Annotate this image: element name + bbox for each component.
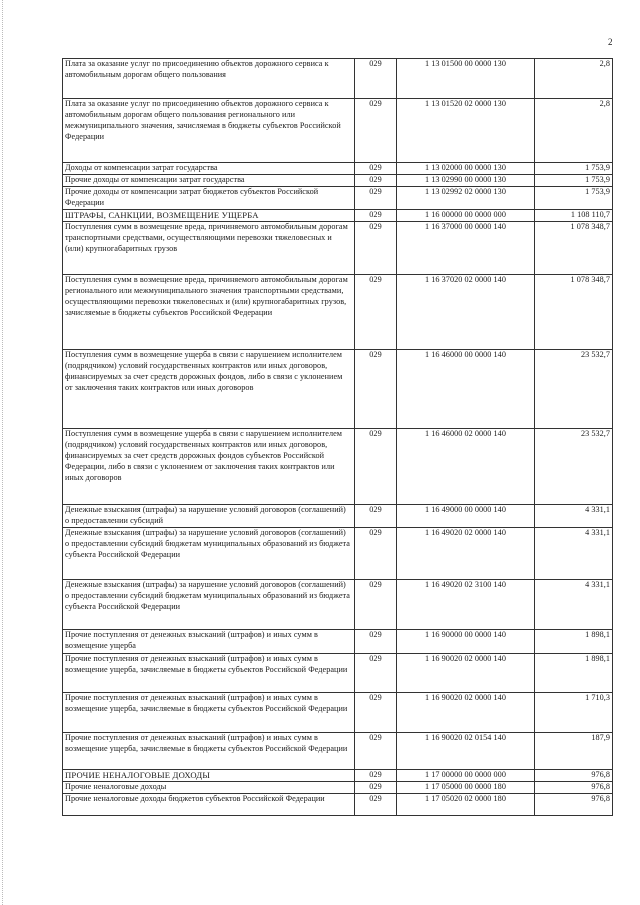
row-admin-code-cell: 029: [355, 59, 397, 99]
row-budget-code-cell: 1 17 05000 00 0000 180: [397, 781, 535, 793]
section-row: [63, 210, 613, 222]
row-admin-code-cell: 029: [355, 692, 397, 732]
table-row: [63, 653, 613, 692]
row-budget-code-cell: 1 13 01520 02 0000 130: [397, 99, 535, 163]
row-budget-code-cell: 1 16 90020 02 0000 140: [397, 692, 535, 732]
row-amount-cell: 1 753,9: [535, 175, 613, 187]
row-admin-code-cell: 029: [355, 527, 397, 579]
row-budget-code-cell: 1 16 37020 02 0000 140: [397, 275, 535, 350]
row-amount-cell: 23 532,7: [535, 429, 613, 505]
row-admin-code-cell: 029: [355, 505, 397, 528]
row-budget-code-cell: 1 16 49020 02 3100 140: [397, 579, 535, 629]
row-budget-code-cell: 1 16 90000 00 0000 140: [397, 629, 535, 653]
row-budget-code-cell: 1 16 90020 02 0000 140: [397, 653, 535, 692]
row-amount-cell: 1 898,1: [535, 629, 613, 653]
row-admin-code-cell: 029: [355, 187, 397, 210]
row-budget-code-cell: 1 16 49000 00 0000 140: [397, 505, 535, 528]
row-budget-code-cell: 1 16 46000 02 0000 140: [397, 429, 535, 505]
row-amount-cell: 1 898,1: [535, 653, 613, 692]
row-admin-code-cell: 029: [355, 210, 397, 222]
table-row: [63, 793, 613, 815]
row-amount-cell: 23 532,7: [535, 350, 613, 429]
row-admin-code-cell: 029: [355, 793, 397, 815]
row-name-cell: Прочие доходы от компенсации затрат государства: [63, 175, 355, 187]
row-name-cell: ПРОЧИЕ НЕНАЛОГОВЫЕ ДОХОДЫ: [63, 769, 355, 781]
row-name-cell: Поступления сумм в возмещение ущерба в связи с нарушением исполнителем (подрядчиком) условий государственных контрактов или иных договоров, финансируемых за счет средств дорожных фондов субъектов Российской Федерации, либо в связи с уклонением от заключения таких контрактов или иных договоров: [63, 429, 355, 505]
row-name-cell: Плата за оказание услуг по присоединению объектов дорожного сервиса к автомобильным дорогам общего пользования: [63, 59, 355, 99]
table-row: [63, 781, 613, 793]
table-row: [63, 429, 613, 505]
row-amount-cell: 1 710,3: [535, 692, 613, 732]
row-name-cell: Прочие поступления от денежных взысканий (штрафов) и иных сумм в возмещение ущерба, зачисляемые в бюджеты субъектов Российской Федерации: [63, 732, 355, 769]
table-row: [63, 629, 613, 653]
row-amount-cell: 1 753,9: [535, 187, 613, 210]
row-name-cell: Денежные взыскания (штрафы) за нарушение условий договоров (соглашений) о предоставлении субсидий бюджетам муниципальных образований из бюджета субъекта Российской Федерации: [63, 579, 355, 629]
row-amount-cell: 1 078 348,7: [535, 222, 613, 275]
row-budget-code-cell: 1 16 46000 00 0000 140: [397, 350, 535, 429]
row-budget-code-cell: 1 16 49020 02 0000 140: [397, 527, 535, 579]
row-name-cell: Поступления сумм в возмещение вреда, причиняемого автомобильным дорогам транспортными средствами, осуществляющими перевозки тяжеловесных и (или) крупногабаритных грузов: [63, 222, 355, 275]
table-row: [63, 222, 613, 275]
row-admin-code-cell: 029: [355, 163, 397, 175]
row-amount-cell: 1 753,9: [535, 163, 613, 175]
row-amount-cell: 1 078 348,7: [535, 275, 613, 350]
row-amount-cell: 976,8: [535, 793, 613, 815]
page-number: 2: [608, 37, 613, 47]
revenue-table-body: [63, 59, 613, 816]
table-row: [63, 99, 613, 163]
table-row: [63, 527, 613, 579]
row-admin-code-cell: 029: [355, 769, 397, 781]
row-admin-code-cell: 029: [355, 653, 397, 692]
row-name-cell: Денежные взыскания (штрафы) за нарушение условий договоров (соглашений) о предоставлении субсидий: [63, 505, 355, 528]
row-budget-code-cell: 1 13 02000 00 0000 130: [397, 163, 535, 175]
table-row: [63, 350, 613, 429]
row-name-cell: Прочие неналоговые доходы: [63, 781, 355, 793]
table-row: [63, 505, 613, 528]
row-amount-cell: 4 331,1: [535, 579, 613, 629]
row-admin-code-cell: 029: [355, 350, 397, 429]
row-budget-code-cell: 1 13 02990 00 0000 130: [397, 175, 535, 187]
row-name-cell: Поступления сумм в возмещение ущерба в связи с нарушением исполнителем (подрядчиком) условий государственных контрактов или иных договоров, финансируемых за счет средств дорожных фондов, либо в связи с уклонением от заключения таких контрактов или иных договоров: [63, 350, 355, 429]
row-name-cell: Денежные взыскания (штрафы) за нарушение условий договоров (соглашений) о предоставлении субсидий бюджетам муниципальных образований из бюджета субъекта Российской Федерации: [63, 527, 355, 579]
revenue-table: [62, 58, 613, 816]
row-amount-cell: 976,8: [535, 769, 613, 781]
table-row: [63, 175, 613, 187]
row-name-cell: Прочие неналоговые доходы бюджетов субъектов Российской Федерации: [63, 793, 355, 815]
table-row: [63, 692, 613, 732]
row-name-cell: ШТРАФЫ, САНКЦИИ, ВОЗМЕЩЕНИЕ УЩЕРБА: [63, 210, 355, 222]
row-admin-code-cell: 029: [355, 781, 397, 793]
row-amount-cell: 2,8: [535, 59, 613, 99]
row-budget-code-cell: 1 13 01500 00 0000 130: [397, 59, 535, 99]
row-amount-cell: 2,8: [535, 99, 613, 163]
scan-edge-line: [2, 0, 4, 905]
table-row: [63, 59, 613, 99]
row-name-cell: Прочие поступления от денежных взысканий (штрафов) и иных сумм в возмещение ущерба: [63, 629, 355, 653]
row-budget-code-cell: 1 16 37000 00 0000 140: [397, 222, 535, 275]
row-amount-cell: 4 331,1: [535, 527, 613, 579]
row-amount-cell: 187,9: [535, 732, 613, 769]
row-admin-code-cell: 029: [355, 732, 397, 769]
table-row: [63, 732, 613, 769]
row-name-cell: Поступления сумм в возмещение вреда, причиняемого автомобильным дорогам регионального или межмуниципального значения транспортными средствами, осуществляющими перевозки тяжеловесных и (или) крупногабаритных грузов, зачисляемые в бюджеты субъектов Российской Федерации: [63, 275, 355, 350]
row-admin-code-cell: 029: [355, 99, 397, 163]
row-budget-code-cell: 1 16 00000 00 0000 000: [397, 210, 535, 222]
row-admin-code-cell: 029: [355, 629, 397, 653]
row-amount-cell: 976,8: [535, 781, 613, 793]
table-row: [63, 275, 613, 350]
section-row: [63, 769, 613, 781]
row-name-cell: Плата за оказание услуг по присоединению объектов дорожного сервиса к автомобильным дорогам общего пользования регионального или межмуниципального значения, зачисляемая в бюджеты субъектов Российской Федерации: [63, 99, 355, 163]
row-admin-code-cell: 029: [355, 579, 397, 629]
row-name-cell: Доходы от компенсации затрат государства: [63, 163, 355, 175]
row-admin-code-cell: 029: [355, 175, 397, 187]
row-name-cell: Прочие поступления от денежных взысканий (штрафов) и иных сумм в возмещение ущерба, зачисляемые в бюджеты субъектов Российской Федерации: [63, 692, 355, 732]
row-budget-code-cell: 1 13 02992 02 0000 130: [397, 187, 535, 210]
table-row: [63, 163, 613, 175]
row-amount-cell: 1 108 110,7: [535, 210, 613, 222]
row-admin-code-cell: 029: [355, 275, 397, 350]
row-admin-code-cell: 029: [355, 222, 397, 275]
row-budget-code-cell: 1 17 00000 00 0000 000: [397, 769, 535, 781]
row-name-cell: Прочие поступления от денежных взысканий (штрафов) и иных сумм в возмещение ущерба, зачисляемые в бюджеты субъектов Российской Федерации: [63, 653, 355, 692]
row-admin-code-cell: 029: [355, 429, 397, 505]
table-row: [63, 579, 613, 629]
row-budget-code-cell: 1 17 05020 02 0000 180: [397, 793, 535, 815]
row-amount-cell: 4 331,1: [535, 505, 613, 528]
row-budget-code-cell: 1 16 90020 02 0154 140: [397, 732, 535, 769]
table-row: [63, 187, 613, 210]
row-name-cell: Прочие доходы от компенсации затрат бюджетов субъектов Российской Федерации: [63, 187, 355, 210]
